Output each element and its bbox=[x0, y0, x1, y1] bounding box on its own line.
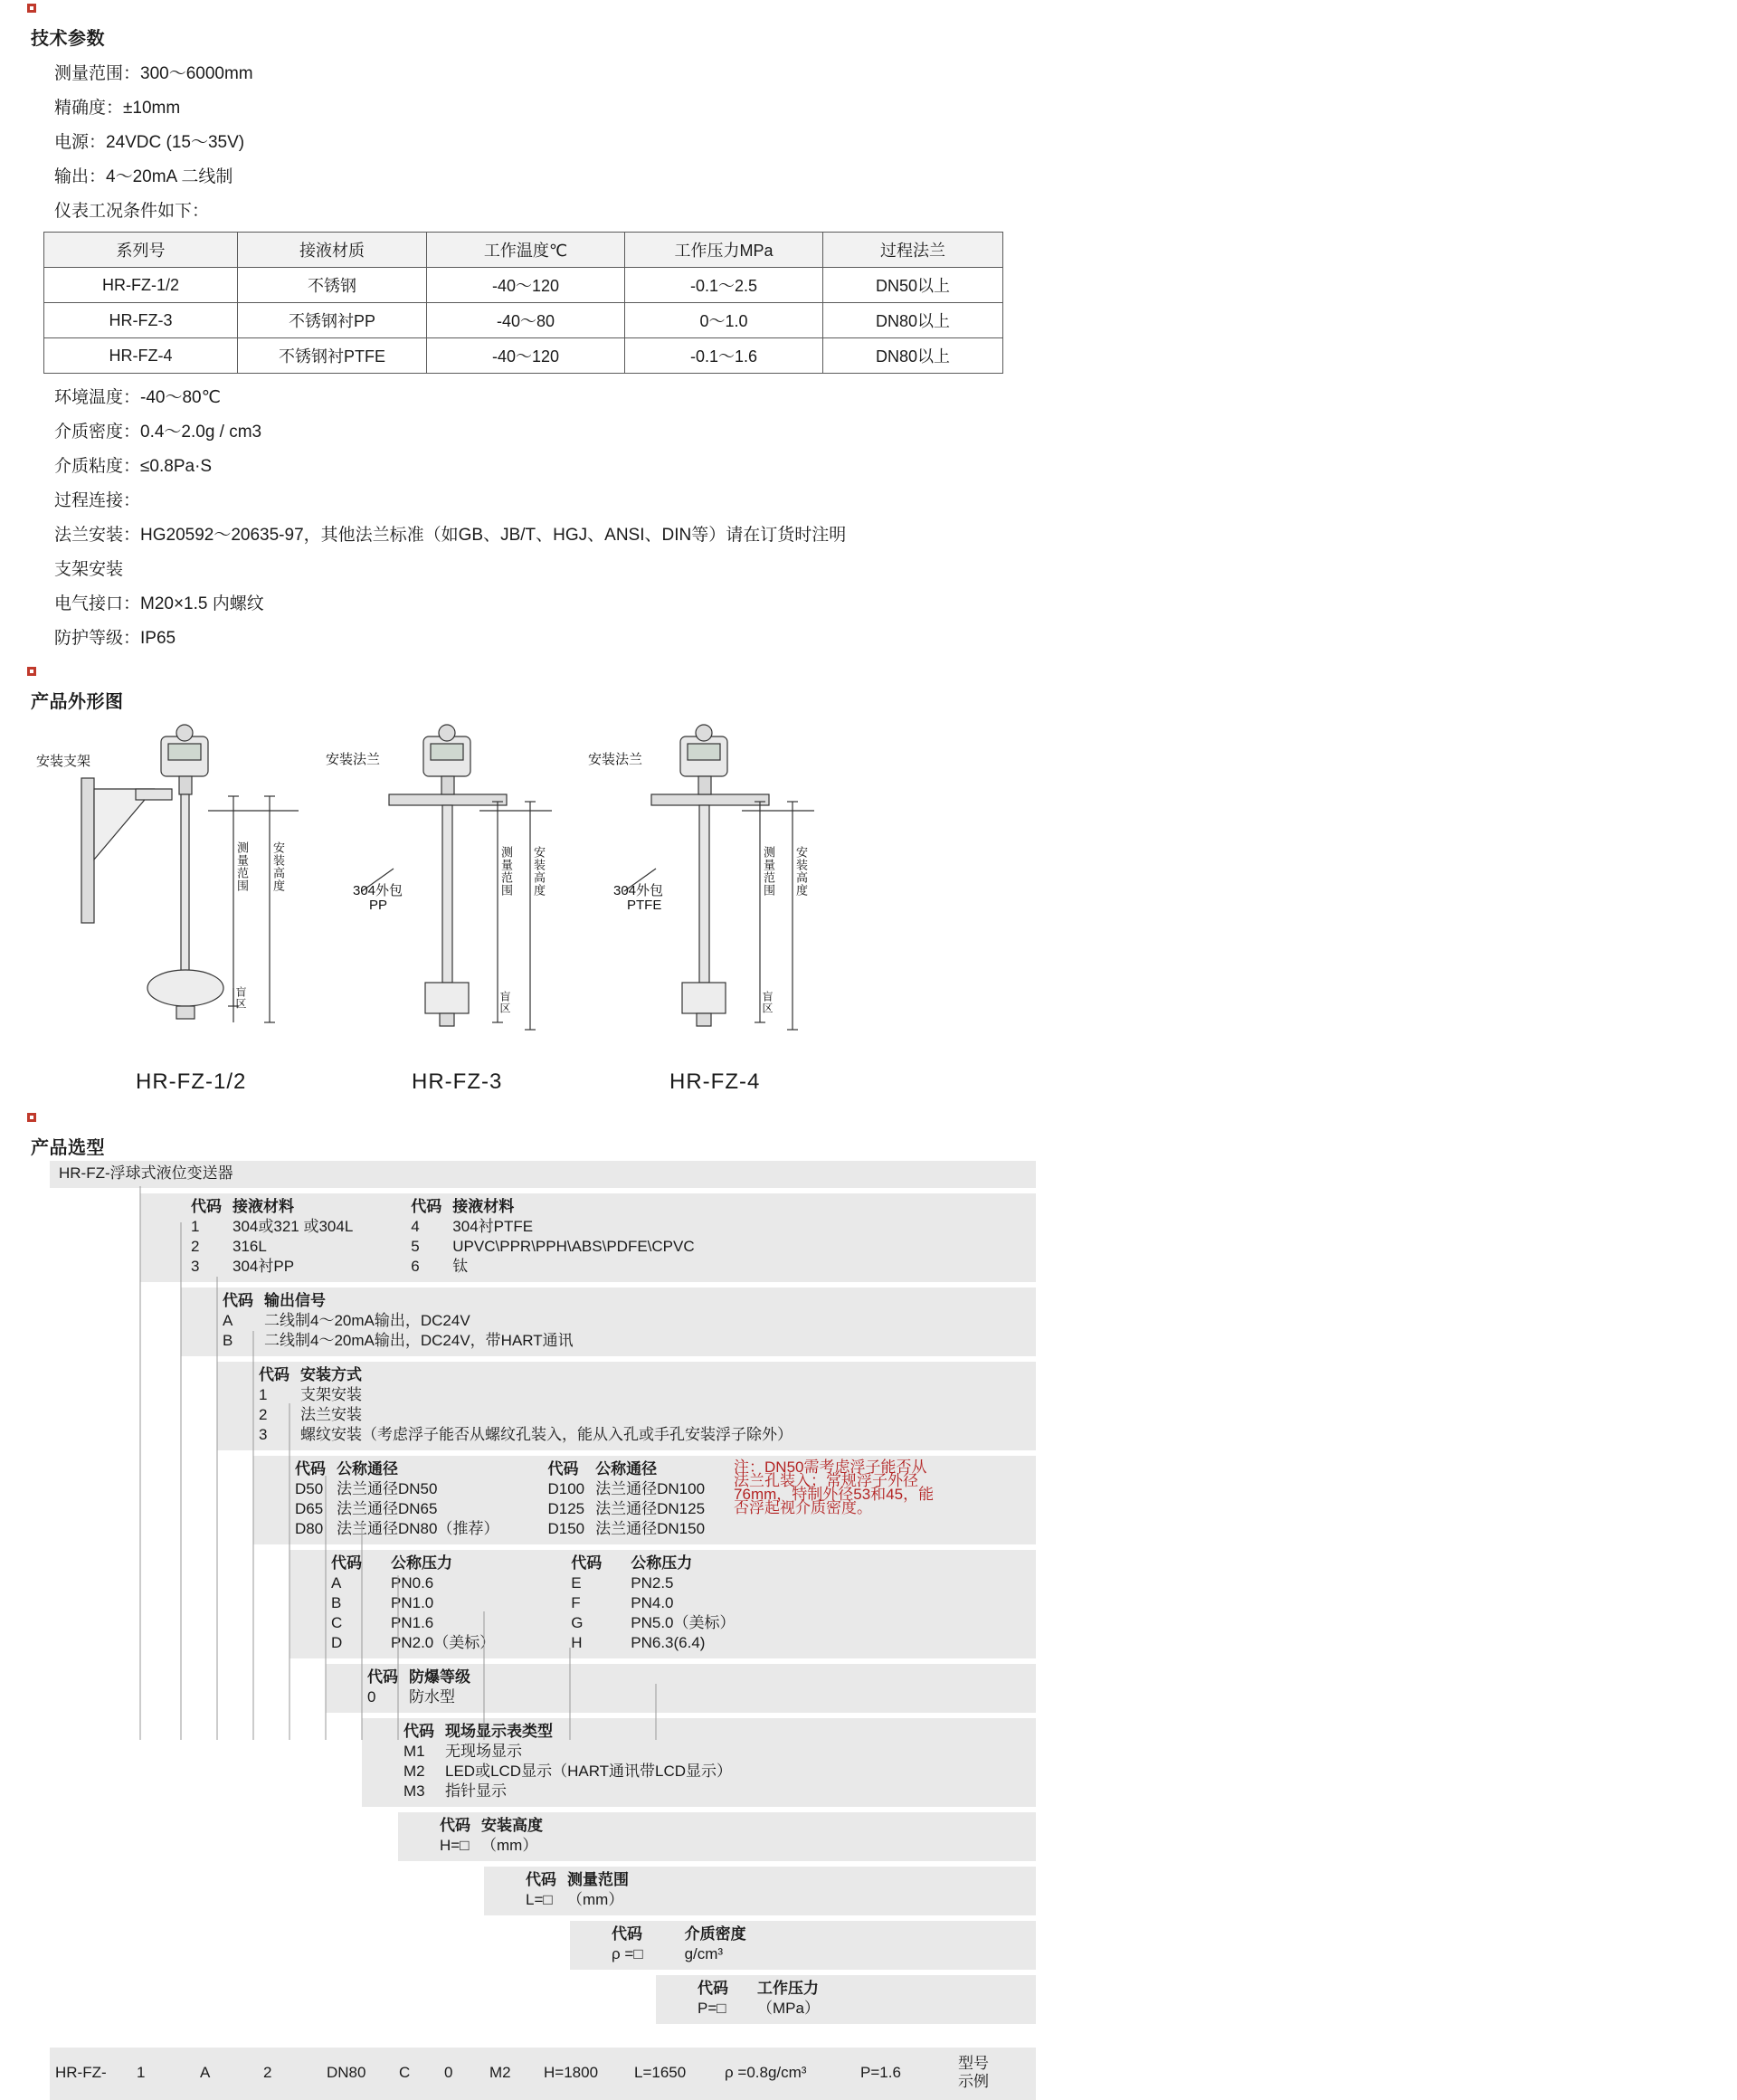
table-row bbox=[44, 303, 1003, 338]
col-header: 过程法兰 bbox=[823, 233, 1003, 268]
example-cell: M2 bbox=[489, 2064, 511, 2081]
group-work-pressure bbox=[656, 1975, 1036, 2024]
value: LED或LCD显示（HART通讯带LCD显示） bbox=[445, 1763, 733, 1780]
value: 支架安装 bbox=[300, 1386, 362, 1403]
value: 法兰通径DN65 bbox=[337, 1500, 438, 1517]
code: M2 bbox=[403, 1763, 425, 1780]
example-cell: C bbox=[399, 2064, 411, 2081]
value-header: 接液材料 bbox=[233, 1198, 294, 1215]
dim-blind-3: 盲区 bbox=[761, 991, 774, 1014]
col-header: 接液材质 bbox=[238, 233, 427, 268]
label-flange-3: 安装法兰 bbox=[588, 752, 643, 767]
code: B bbox=[223, 1332, 233, 1349]
col-header: 系列号 bbox=[44, 233, 238, 268]
code: P=□ bbox=[698, 2000, 726, 2017]
cell: DN80以上 bbox=[823, 303, 1003, 338]
value: （MPa） bbox=[757, 2000, 820, 2017]
cell: HR-FZ-3 bbox=[44, 303, 238, 338]
code: D150 bbox=[547, 1520, 585, 1537]
example-cell: HR-FZ- bbox=[55, 2064, 107, 2081]
value: PN4.0 bbox=[631, 1594, 674, 1611]
section-marker-tech bbox=[27, 0, 1737, 20]
code-header: 代码 bbox=[259, 1366, 290, 1383]
cell: -40～120 bbox=[427, 268, 625, 303]
code-header: 代码 bbox=[331, 1554, 362, 1572]
code: E bbox=[571, 1574, 582, 1592]
code: D bbox=[331, 1634, 343, 1651]
value: 二线制4～20mA输出，DC24V bbox=[264, 1312, 470, 1329]
group-table bbox=[185, 1197, 700, 1277]
cell: 不锈钢衬PTFE bbox=[238, 338, 427, 374]
group-explosion-proof bbox=[326, 1664, 1036, 1713]
value: PN1.6 bbox=[391, 1614, 434, 1631]
table-row bbox=[44, 338, 1003, 374]
dim-measure-range-2: 测量范围 bbox=[499, 846, 513, 897]
code-header: 代码 bbox=[526, 1871, 556, 1888]
value: PN6.3(6.4) bbox=[631, 1634, 706, 1651]
code: C bbox=[331, 1614, 343, 1631]
value-header: 公称通径 bbox=[595, 1460, 658, 1478]
group-table bbox=[362, 1668, 476, 1707]
spec-item: 支架安装 bbox=[54, 560, 124, 579]
code: G bbox=[571, 1614, 584, 1631]
dim-measure-range-3: 测量范围 bbox=[762, 846, 775, 897]
code: M3 bbox=[403, 1782, 425, 1800]
cell: -0.1～2.5 bbox=[625, 268, 823, 303]
code: 5 bbox=[411, 1238, 420, 1255]
code-header: 代码 bbox=[367, 1668, 398, 1686]
selection-title: HR-FZ-浮球式液位变送器 bbox=[59, 1164, 233, 1182]
code: D80 bbox=[295, 1520, 324, 1537]
value: 304或321 或304L bbox=[233, 1218, 354, 1235]
value-header: 防爆等级 bbox=[409, 1668, 470, 1686]
code: ρ =□ bbox=[612, 1945, 643, 1962]
value: 法兰通径DN125 bbox=[595, 1500, 706, 1517]
label-coating-material-3: PTFE bbox=[627, 898, 662, 913]
group-wetted-material bbox=[140, 1193, 1036, 1282]
value: 304衬PP bbox=[233, 1258, 295, 1275]
cell: 不锈钢 bbox=[238, 268, 427, 303]
device-caption-2: HR-FZ-3 bbox=[412, 1069, 503, 1094]
bullet-icon bbox=[27, 4, 36, 13]
label-coating-3: 304外包 bbox=[613, 883, 664, 898]
col-header: 工作压力MPa bbox=[625, 233, 823, 268]
code: D65 bbox=[295, 1500, 324, 1517]
value: PN0.6 bbox=[391, 1574, 434, 1592]
spec-item: 过程连接： bbox=[54, 491, 141, 510]
spec-item: 仪表工况条件如下： bbox=[54, 202, 210, 221]
code: 2 bbox=[259, 1406, 268, 1423]
code: 1 bbox=[259, 1386, 268, 1403]
example-row bbox=[50, 2048, 1036, 2100]
example-cell: ρ =0.8g/cm³ bbox=[725, 2064, 807, 2081]
group-table bbox=[217, 1291, 579, 1351]
code-header: 代码 bbox=[547, 1460, 579, 1478]
value: 法兰安装 bbox=[300, 1406, 362, 1423]
section-marker-outline bbox=[27, 663, 1737, 683]
value-header: 现场显示表类型 bbox=[445, 1723, 553, 1740]
code-header: 代码 bbox=[698, 1980, 728, 1997]
value-header: 介质密度 bbox=[684, 1925, 746, 1943]
conditions-table bbox=[43, 232, 1003, 374]
spec-item: 电气接口：M20×1.5 内螺纹 bbox=[54, 594, 264, 613]
label-bracket-1: 安装支架 bbox=[36, 754, 91, 769]
section-title-outline: 产品外形图 bbox=[31, 692, 124, 712]
value: 法兰通径DN100 bbox=[595, 1480, 706, 1497]
value: 法兰通径DN80（推荐） bbox=[337, 1520, 499, 1537]
code-header: 代码 bbox=[191, 1198, 222, 1215]
spec-item: 精确度：±10mm bbox=[54, 99, 181, 118]
example-label: 型号示例 bbox=[958, 2055, 989, 2090]
value: PN1.0 bbox=[391, 1594, 434, 1611]
dim-blind-2: 盲区 bbox=[498, 991, 511, 1014]
cell: -40～80 bbox=[427, 303, 625, 338]
value: 法兰通径DN150 bbox=[595, 1520, 706, 1537]
spec-item: 防护等级：IP65 bbox=[54, 629, 176, 648]
value-header: 公称通径 bbox=[337, 1460, 398, 1478]
device-caption-3: HR-FZ-4 bbox=[669, 1069, 761, 1094]
table-row bbox=[44, 268, 1003, 303]
value: PN2.0（美标） bbox=[391, 1634, 496, 1651]
code: H bbox=[571, 1634, 583, 1651]
code: D50 bbox=[295, 1480, 324, 1497]
example-cell: L=1650 bbox=[634, 2064, 687, 2081]
code: 0 bbox=[367, 1688, 376, 1706]
code: 3 bbox=[259, 1426, 268, 1443]
code: 3 bbox=[191, 1258, 200, 1275]
code-header: 代码 bbox=[411, 1198, 442, 1215]
value-header: 安装高度 bbox=[481, 1817, 543, 1834]
value: 指针显示 bbox=[445, 1782, 507, 1800]
selection-diagram bbox=[50, 1161, 1036, 2100]
code: H=□ bbox=[440, 1837, 470, 1854]
group-table bbox=[434, 1816, 548, 1856]
label-coating-2: 304外包 bbox=[353, 883, 403, 898]
cell: -0.1～1.6 bbox=[625, 338, 823, 374]
group-table bbox=[606, 1924, 752, 1964]
group-table bbox=[520, 1870, 634, 1910]
value: 法兰通径DN50 bbox=[337, 1480, 438, 1497]
code: D100 bbox=[547, 1480, 585, 1497]
outline-drawings bbox=[27, 715, 1737, 1104]
cell: -40～120 bbox=[427, 338, 625, 374]
label-coating-material-2: PP bbox=[369, 898, 388, 913]
value: 316L bbox=[233, 1238, 267, 1255]
code-header: 代码 bbox=[223, 1292, 253, 1309]
section-title-tech: 技术参数 bbox=[31, 29, 105, 49]
value: PN2.5 bbox=[631, 1574, 674, 1592]
code: 4 bbox=[411, 1218, 420, 1235]
value: （mm） bbox=[567, 1891, 624, 1908]
code: 1 bbox=[191, 1218, 200, 1235]
code-header: 代码 bbox=[571, 1554, 603, 1572]
value: g/cm³ bbox=[684, 1945, 724, 1962]
value-header: 公称压力 bbox=[391, 1554, 452, 1572]
bullet-icon bbox=[27, 1113, 36, 1122]
code-header: 代码 bbox=[612, 1925, 642, 1943]
table-header-row bbox=[44, 233, 1003, 268]
code-header: 代码 bbox=[403, 1723, 434, 1740]
cell: HR-FZ-1/2 bbox=[44, 268, 238, 303]
code: B bbox=[331, 1594, 342, 1611]
group-medium-density bbox=[570, 1921, 1036, 1970]
example-cell: 1 bbox=[137, 2064, 146, 2081]
group-table bbox=[290, 1459, 947, 1539]
group-nominal-pressure bbox=[290, 1550, 1036, 1658]
spec-item: 法兰安装：HG20592～20635-97，其他法兰标准（如GB、JB/T、HGJ、ANSI、DIN等）请在订货时注明 bbox=[54, 526, 847, 545]
code: L=□ bbox=[526, 1891, 553, 1908]
device-caption-1: HR-FZ-1/2 bbox=[136, 1069, 247, 1094]
group-table bbox=[326, 1554, 741, 1653]
example-table bbox=[50, 2051, 1036, 2095]
tech-spec-list-2 bbox=[54, 384, 1737, 649]
code: A bbox=[223, 1312, 233, 1329]
spec-item: 输出：4～20mA 二线制 bbox=[54, 167, 233, 186]
value: 钛 bbox=[452, 1258, 469, 1275]
section-title-selection: 产品选型 bbox=[31, 1138, 105, 1158]
cell: DN80以上 bbox=[823, 338, 1003, 374]
example-cell: P=1.6 bbox=[860, 2064, 901, 2081]
code-header: 代码 bbox=[440, 1817, 470, 1834]
bullet-icon bbox=[27, 667, 36, 676]
code: A bbox=[331, 1574, 342, 1592]
example-cell: H=1800 bbox=[544, 2064, 599, 2081]
code: 2 bbox=[191, 1238, 200, 1255]
group-mounting-type bbox=[217, 1362, 1036, 1450]
group-output-signal bbox=[181, 1288, 1036, 1356]
example-cell: A bbox=[200, 2064, 211, 2081]
spec-item: 介质粘度：≤0.8Pa·S bbox=[54, 457, 213, 476]
section-marker-selection bbox=[27, 1109, 1737, 1129]
group-install-height bbox=[398, 1812, 1036, 1861]
example-cell: 0 bbox=[444, 2064, 453, 2081]
group-table bbox=[253, 1365, 798, 1445]
spec-item: 介质密度：0.4～2.0g / cm3 bbox=[54, 423, 262, 442]
value-header: 接液材料 bbox=[452, 1198, 515, 1215]
selection-title-bar bbox=[50, 1161, 1036, 1188]
value: UPVC\PPR\PPH\ABS\PDFE\CPVC bbox=[452, 1238, 695, 1255]
diameter-note: 注：DN50需考虑浮子能否从法兰孔装入；常规浮子外径76mm，特制外径53和45，能否浮起视介质密度。 bbox=[734, 1459, 935, 1516]
example-cell: 2 bbox=[263, 2064, 272, 2081]
dim-install-height-2: 安装高度 bbox=[532, 846, 546, 897]
group-measure-range bbox=[484, 1867, 1036, 1915]
cell: DN50以上 bbox=[823, 268, 1003, 303]
tech-spec-list bbox=[54, 60, 1737, 222]
value-header: 公称压力 bbox=[631, 1554, 693, 1572]
value: （mm） bbox=[481, 1837, 538, 1854]
value: 无现场显示 bbox=[445, 1743, 522, 1760]
spec-item: 测量范围：300～6000mm bbox=[54, 64, 253, 83]
dim-measure-range-1: 测量范围 bbox=[235, 841, 249, 892]
dim-install-height-3: 安装高度 bbox=[794, 846, 808, 897]
cell: 0～1.0 bbox=[625, 303, 823, 338]
col-header: 工作温度℃ bbox=[427, 233, 625, 268]
value-header: 安装方式 bbox=[300, 1366, 362, 1383]
outline-svg bbox=[27, 724, 1113, 1086]
value-header: 测量范围 bbox=[567, 1871, 629, 1888]
value: PN5.0（美标） bbox=[631, 1614, 736, 1631]
label-flange-2: 安装法兰 bbox=[326, 752, 381, 767]
code-header: 代码 bbox=[295, 1460, 326, 1478]
value: 防水型 bbox=[409, 1688, 455, 1706]
dim-install-height-1: 安装高度 bbox=[271, 841, 285, 892]
value: 304衬PTFE bbox=[452, 1218, 534, 1235]
example-cell: DN80 bbox=[327, 2064, 366, 2081]
cell: 不锈钢衬PP bbox=[238, 303, 427, 338]
code: 6 bbox=[411, 1258, 420, 1275]
spec-item: 环境温度：-40～80℃ bbox=[54, 388, 221, 407]
value: 二线制4～20mA输出，DC24V，带HART通讯 bbox=[264, 1332, 574, 1349]
code: M1 bbox=[403, 1743, 425, 1760]
value-header: 工作压力 bbox=[757, 1980, 819, 1997]
cell: HR-FZ-4 bbox=[44, 338, 238, 374]
group-nominal-diameter bbox=[253, 1456, 1036, 1544]
spec-item: 电源：24VDC (15～35V) bbox=[54, 133, 245, 152]
value-header: 输出信号 bbox=[264, 1292, 326, 1309]
value: 螺纹安装（考虑浮子能否从螺纹孔装入，能从入孔或手孔安装浮子除外） bbox=[300, 1426, 793, 1443]
code: D125 bbox=[547, 1500, 585, 1517]
group-table bbox=[398, 1722, 737, 1801]
dim-blind-1: 盲区 bbox=[234, 986, 247, 1010]
group-table bbox=[692, 1979, 825, 2019]
code: F bbox=[571, 1594, 581, 1611]
group-display-type bbox=[362, 1718, 1036, 1807]
